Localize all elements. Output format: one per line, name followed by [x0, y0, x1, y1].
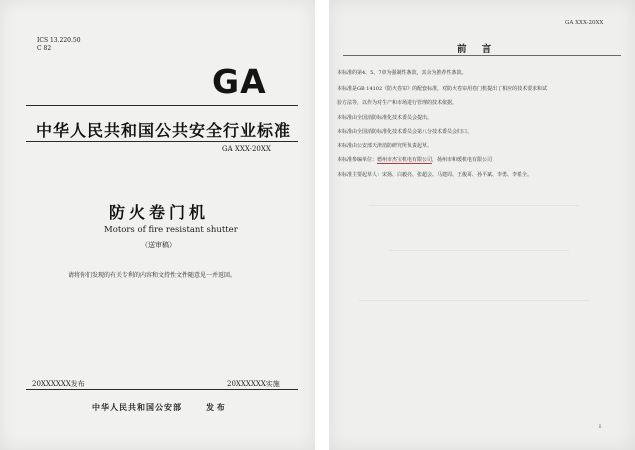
highlighted-unit: 德州市杰宝机电有限公司 — [377, 157, 433, 163]
publish-date: 20XXXXXX发布 — [32, 380, 85, 388]
paragraph: 本标准的第4、5、7章为强制性条款，其余为推荐性条款。 — [337, 70, 467, 76]
ics-code: ICS 13.220.50 — [37, 37, 81, 44]
faint-bleed-line — [359, 300, 589, 301]
foreword-title: 前 言 — [457, 44, 498, 55]
ccs-code: C 82 — [37, 45, 52, 52]
rule-top — [26, 105, 298, 106]
faint-bleed-line — [369, 205, 579, 206]
paragraph: 本标准由全国消防标准化技术委员会第八分技术委员会归口。 — [337, 129, 473, 135]
product-name-en: Motors of fire resistant shutter — [104, 225, 238, 235]
page-number: I — [599, 424, 601, 430]
product-name-cn: 防火卷门机 — [109, 203, 210, 222]
ga-logo: GA — [212, 62, 267, 101]
implement-date: 20XXXXXX实施 — [227, 380, 280, 388]
draft-stage: （送审稿） — [141, 241, 176, 249]
rule-under-title — [26, 141, 298, 142]
foreword-page — [329, 0, 635, 450]
page-code: GA XXX-20XX — [565, 20, 604, 26]
title-rule — [343, 55, 621, 56]
patent-notice: 请将你们发现的有关专利的内容和文持性文件随意见一并返回。 — [68, 272, 237, 279]
paragraph: 验方法等，以作为对生产和市场进行管理的技术依据。 — [337, 100, 458, 106]
paragraph: 本标准是GB 14102《防火卷帘》的配套标准，对防火卷帘用卷门机提出了相应的技术要求和试 — [337, 86, 548, 92]
participants-label: 本标准参编单位： — [337, 157, 378, 163]
issuer: 中华人民共和国公安部 — [92, 403, 182, 412]
standard-title: 中华人民共和国公共安全行业标准 — [36, 121, 292, 140]
other-unit: 扬州市和缓机电有限公司 — [437, 157, 493, 163]
paragraph-participants: 本标准参编单位：德州市杰宝机电有限公司，扬州市和缓机电有限公司 — [337, 157, 493, 163]
faint-bleed-line — [389, 250, 569, 251]
issue-word: 发 布 — [206, 403, 225, 412]
standard-number: GA XXX-20XX — [222, 145, 271, 153]
cover-page — [0, 0, 315, 450]
paragraph: 本标准由全国消防标准化技术委员会提出。 — [337, 115, 433, 121]
paragraph: 本标准主要起草人：宋扬、白毅亮、张超会、马建周、王俊哥、孙平斌、李勇、李希全。 — [337, 172, 533, 178]
rule-bottom — [26, 389, 298, 390]
paragraph: 本标准由公安部天津消防研究所负责起草。 — [337, 143, 433, 149]
